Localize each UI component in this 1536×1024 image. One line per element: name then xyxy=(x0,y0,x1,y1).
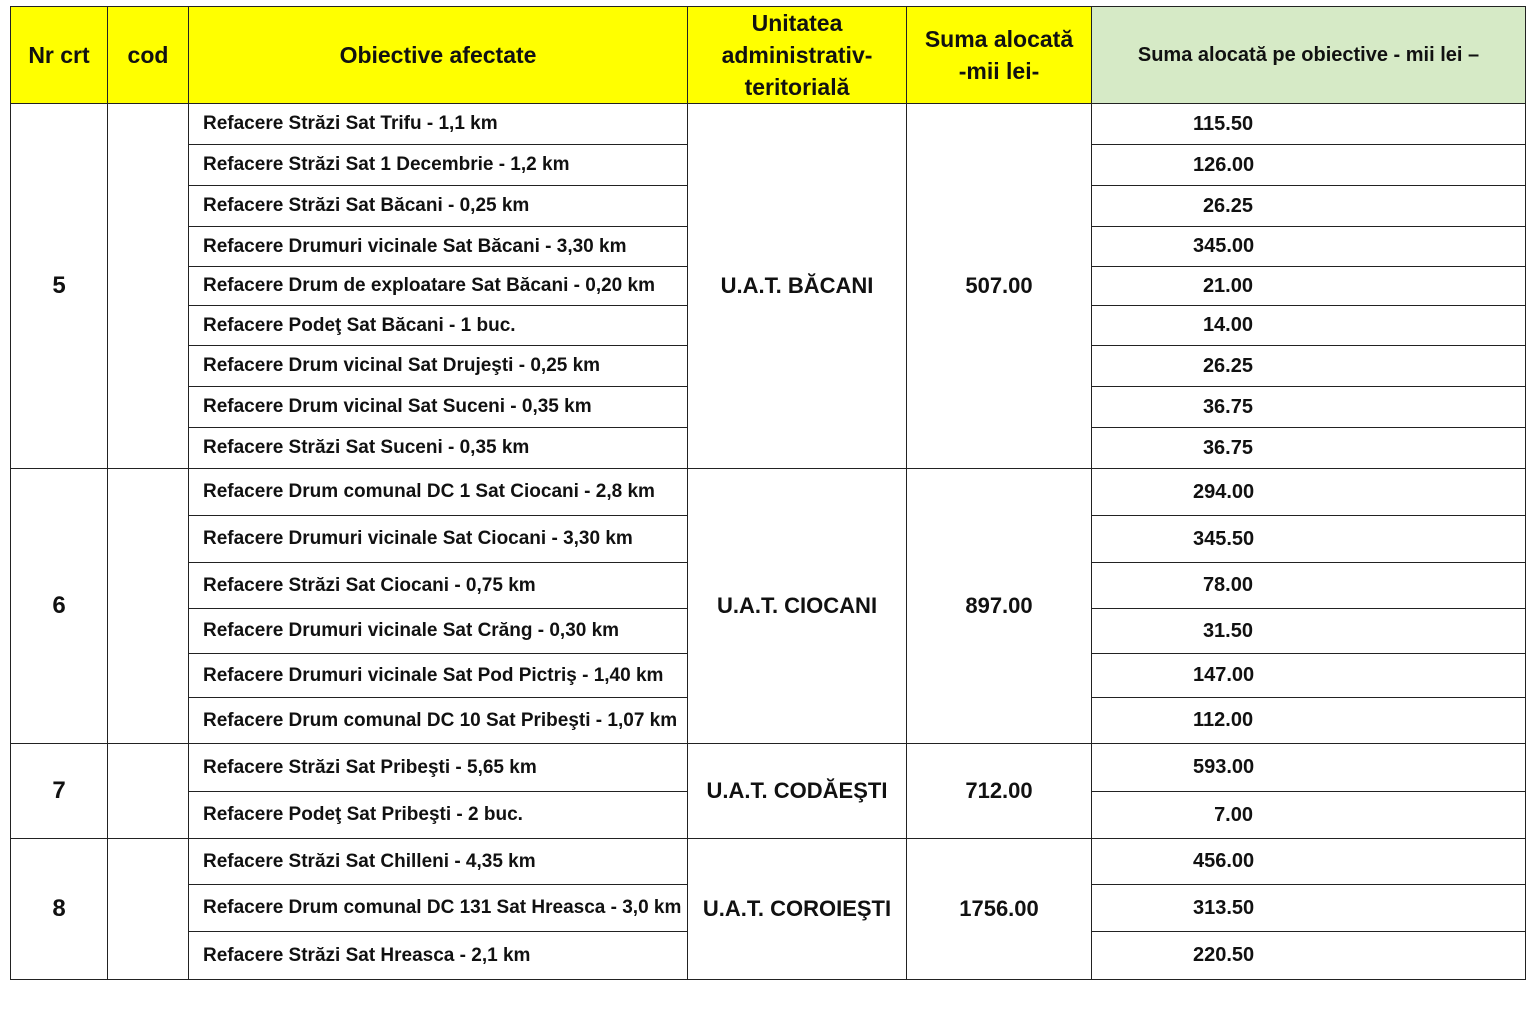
objective-amount-cell xyxy=(1092,563,1526,609)
objective-name: Refacere Drum comunal DC 10 Sat Pribeşti - 1,07 km xyxy=(189,698,688,744)
objective-name: Refacere Drumuri vicinale Sat Ciocani - 3,30 km xyxy=(189,516,688,563)
objective-name: Refacere Drum comunal DC 1 Sat Ciocani - 2,8 km xyxy=(189,469,688,516)
objective-amount-cell xyxy=(1092,306,1526,346)
objective-name: Refacere Drum vicinal Sat Suceni - 0,35 km xyxy=(189,387,688,428)
objective-amount: 147.00 xyxy=(1193,664,1255,686)
objective-amount-cell xyxy=(1092,267,1526,306)
objective-amount: 31.50 xyxy=(1202,619,1253,642)
suma-alocata-cell: 507.00 xyxy=(907,104,1092,469)
objective-amount: 294.00 xyxy=(1193,480,1255,503)
uat-cell: U.A.T. BĂCANI xyxy=(688,104,907,469)
table-row xyxy=(11,469,1526,516)
uat-cell: U.A.T. COROIEŞTI xyxy=(688,839,907,980)
header-unitatea-line-2: administrativ- xyxy=(721,42,873,68)
cod-cell xyxy=(108,744,189,839)
table-row xyxy=(11,839,1526,885)
objective-name: Refacere Drum de exploatare Sat Băcani - 0,20 km xyxy=(189,267,688,306)
nr-crt-cell: 5 xyxy=(11,104,108,469)
uat-cell: U.A.T. CIOCANI xyxy=(688,469,907,744)
objective-name: Refacere Străzi Sat Pribeşti - 5,65 km xyxy=(189,744,688,792)
objective-amount-cell xyxy=(1092,698,1526,744)
objective-amount-cell xyxy=(1092,516,1526,563)
header-nr-crt: Nr crt xyxy=(11,7,108,104)
objective-name: Refacere Podeţ Sat Pribeşti - 2 buc. xyxy=(189,792,688,839)
header-row xyxy=(11,7,1526,104)
objective-name: Refacere Străzi Sat Hreasca - 2,1 km xyxy=(189,932,688,980)
objective-amount: 36.75 xyxy=(1202,395,1253,418)
objective-amount: 112.00 xyxy=(1193,709,1254,731)
objective-amount: 115.50 xyxy=(1193,112,1254,135)
objective-name: Refacere Străzi Sat Chilleni - 4,35 km xyxy=(189,839,688,885)
header-cod: cod xyxy=(108,7,189,104)
objective-amount: 14.00 xyxy=(1202,314,1253,336)
objective-amount-cell xyxy=(1092,654,1526,698)
objective-name: Refacere Podeţ Sat Băcani - 1 buc. xyxy=(189,306,688,346)
header-suma xyxy=(907,7,1092,104)
nr-crt-cell: 8 xyxy=(11,839,108,980)
objective-amount: 26.25 xyxy=(1202,354,1253,377)
objective-amount: 7.00 xyxy=(1214,803,1253,826)
suma-alocata-cell: 897.00 xyxy=(907,469,1092,744)
objective-amount: 220.50 xyxy=(1193,944,1255,966)
cod-cell xyxy=(108,469,189,744)
objective-amount: 26.25 xyxy=(1202,194,1253,217)
cod-cell xyxy=(108,839,189,980)
objective-amount-cell xyxy=(1092,609,1526,654)
header-suma-line-1: Suma alocată xyxy=(924,26,1074,52)
suma-alocata-cell: 1756.00 xyxy=(907,839,1092,980)
objective-amount: 21.00 xyxy=(1202,274,1253,297)
objective-amount: 78.00 xyxy=(1202,574,1253,596)
allocation-table xyxy=(10,6,1526,980)
header-unitatea-line-3: teritorială xyxy=(744,74,850,100)
objective-name: Refacere Drumuri vicinale Sat Pod Pictriş - 1,40 km xyxy=(189,654,688,698)
objective-name: Refacere Străzi Sat 1 Decembrie - 1,2 km xyxy=(189,145,688,186)
objective-amount-cell xyxy=(1092,885,1526,932)
objective-name: Refacere Drum vicinal Sat Drujeşti - 0,25 km xyxy=(189,346,688,387)
header-unitatea-line-1: Unitatea xyxy=(751,10,843,36)
objective-amount-cell xyxy=(1092,186,1526,227)
objective-amount-cell xyxy=(1092,227,1526,267)
objective-amount: 593.00 xyxy=(1193,756,1255,778)
objective-name: Refacere Drum comunal DC 131 Sat Hreasca - 3,0 km xyxy=(189,885,688,932)
header-suma-line-2: -mii lei- xyxy=(958,58,1040,84)
objective-name: Refacere Străzi Sat Băcani - 0,25 km xyxy=(189,186,688,227)
table-row xyxy=(11,104,1526,145)
objective-amount-cell xyxy=(1092,104,1526,145)
objective-name: Refacere Străzi Sat Trifu - 1,1 km xyxy=(189,104,688,145)
header-obiective: Obiective afectate xyxy=(189,7,688,104)
objective-amount-cell xyxy=(1092,932,1526,980)
table-row xyxy=(11,744,1526,792)
uat-cell: U.A.T. CODĂEŞTI xyxy=(688,744,907,839)
table-body xyxy=(11,104,1526,980)
objective-amount-cell xyxy=(1092,145,1526,186)
nr-crt-cell: 6 xyxy=(11,469,108,744)
objective-amount: 345.00 xyxy=(1193,235,1255,257)
objective-amount-cell xyxy=(1092,346,1526,387)
header-suma-obiective: Suma alocată pe obiective - mii lei – xyxy=(1092,7,1526,104)
objective-amount-cell xyxy=(1092,428,1526,469)
header-unitatea xyxy=(688,7,907,104)
objective-name: Refacere Drumuri vicinale Sat Crăng - 0,30 km xyxy=(189,609,688,654)
objective-name: Refacere Drumuri vicinale Sat Băcani - 3,30 km xyxy=(189,227,688,267)
objective-amount-cell xyxy=(1092,744,1526,792)
nr-crt-cell: 7 xyxy=(11,744,108,839)
objective-amount-cell xyxy=(1092,839,1526,885)
objective-name: Refacere Străzi Sat Suceni - 0,35 km xyxy=(189,428,688,469)
objective-amount-cell xyxy=(1092,387,1526,428)
objective-amount: 456.00 xyxy=(1193,850,1255,872)
suma-alocata-cell: 712.00 xyxy=(907,744,1092,839)
objective-amount: 345.50 xyxy=(1193,527,1255,550)
objective-amount-cell xyxy=(1092,792,1526,839)
cod-cell xyxy=(108,104,189,469)
objective-amount: 126.00 xyxy=(1193,153,1255,176)
objective-amount-cell xyxy=(1092,469,1526,516)
objective-amount: 36.75 xyxy=(1202,436,1253,459)
objective-amount: 313.50 xyxy=(1193,896,1255,919)
objective-name: Refacere Străzi Sat Ciocani - 0,75 km xyxy=(189,563,688,609)
